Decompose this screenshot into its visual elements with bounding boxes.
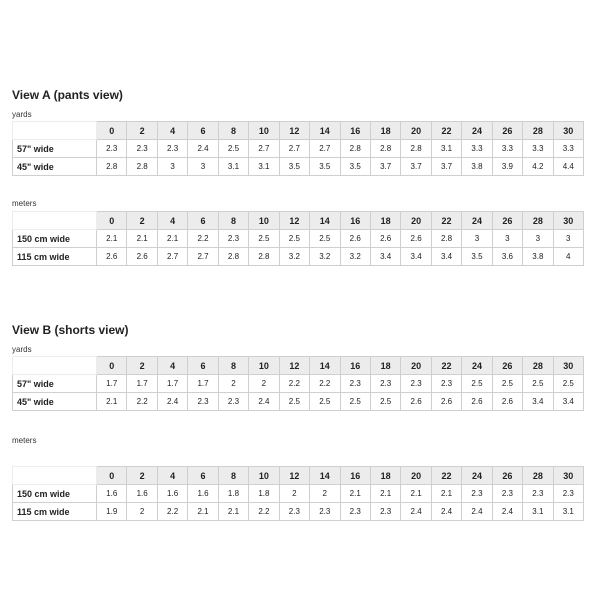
table-row [13,393,584,411]
view-b-yards-unit-label: yards [12,345,32,354]
table-corner-cell [13,467,97,485]
size-header-cell: 6 [188,122,218,140]
yardage-cell: 2.1 [188,503,218,521]
view-a-yards-table [12,121,584,176]
size-header-cell: 20 [401,357,431,375]
yardage-cell: 2.3 [340,503,370,521]
size-header-cell: 12 [279,357,309,375]
yardage-cell: 2 [310,485,340,503]
yardage-cell: 2.7 [249,140,279,158]
yardage-cell: 1.7 [188,375,218,393]
table-row [13,375,584,393]
size-header-cell: 26 [492,467,522,485]
yardage-cell: 3 [157,158,187,176]
yardage-cell: 2.2 [157,503,187,521]
yardage-cell: 3.2 [279,248,309,266]
size-header-cell: 8 [218,212,248,230]
yardage-cell: 2.8 [97,158,127,176]
yardage-cell: 3 [492,230,522,248]
yardage-cell: 2.3 [431,375,461,393]
yardage-cell: 2.1 [97,393,127,411]
size-header-cell: 4 [157,357,187,375]
size-header-cell: 14 [310,212,340,230]
yardage-cell: 2.8 [370,140,400,158]
size-header-cell: 22 [431,357,461,375]
fabric-width-label: 115 cm wide [13,248,97,266]
yardage-cell: 2.3 [523,485,553,503]
yardage-cell: 2.6 [127,248,157,266]
yardage-cell: 2.7 [157,248,187,266]
size-header-cell: 4 [157,122,187,140]
yardage-cell: 2.5 [553,375,583,393]
yardage-cell: 2.7 [188,248,218,266]
yardage-cell: 1.7 [127,375,157,393]
table-row [13,503,584,521]
yardage-cell: 2.1 [157,230,187,248]
yardage-cell: 3.9 [492,158,522,176]
yardage-cell: 2.3 [157,140,187,158]
size-header-cell: 22 [431,122,461,140]
size-header-cell: 18 [370,122,400,140]
yardage-cell: 3.2 [340,248,370,266]
yardage-cell: 1.8 [249,485,279,503]
size-header-cell: 30 [553,122,583,140]
size-header-cell: 16 [340,122,370,140]
yardage-cell: 2 [279,485,309,503]
yardage-cell: 2.3 [97,140,127,158]
size-header-cell: 10 [249,212,279,230]
yardage-cell: 2.1 [401,485,431,503]
yardage-cell: 2.3 [218,393,248,411]
size-header-cell: 24 [462,357,492,375]
size-header-cell: 2 [127,357,157,375]
size-header-cell: 28 [523,357,553,375]
size-header-cell: 30 [553,357,583,375]
yardage-cell: 3.3 [553,140,583,158]
yardage-cell: 3.4 [370,248,400,266]
fabric-width-label: 45" wide [13,158,97,176]
yardage-cell: 2.3 [370,375,400,393]
yardage-cell: 3.1 [218,158,248,176]
yardage-cell: 2.6 [401,393,431,411]
size-header-cell: 14 [310,357,340,375]
yardage-cell: 2.6 [492,393,522,411]
yardage-cell: 2.3 [310,503,340,521]
yardage-cell: 2.7 [279,140,309,158]
size-header-cell: 20 [401,212,431,230]
yardage-cell: 1.6 [97,485,127,503]
yardage-cell: 2.2 [279,375,309,393]
yardage-cell: 2 [127,503,157,521]
yardage-cell: 3.1 [553,503,583,521]
yardage-cell: 3.5 [310,158,340,176]
view-a-meters-table [12,211,584,266]
yardage-cell: 2.6 [370,230,400,248]
yardage-cell: 3.3 [523,140,553,158]
yardage-cell: 2.3 [218,230,248,248]
yardage-cell: 2.8 [127,158,157,176]
size-header-cell: 18 [370,467,400,485]
view-b-yards-table [12,356,584,411]
yardage-cell: 2.5 [279,230,309,248]
fabric-width-label: 150 cm wide [13,485,97,503]
yardage-cell: 4.2 [523,158,553,176]
yardage-cell: 2 [249,375,279,393]
yardage-cell: 2.4 [492,503,522,521]
size-header-cell: 2 [127,122,157,140]
yardage-cell: 3.4 [523,393,553,411]
size-header-cell: 10 [249,122,279,140]
size-header-cell: 14 [310,467,340,485]
yardage-cell: 4.4 [553,158,583,176]
yardage-cell: 1.9 [97,503,127,521]
yardage-cell: 1.6 [157,485,187,503]
yardage-cell: 2.4 [188,140,218,158]
fabric-width-label: 57" wide [13,375,97,393]
size-header-cell: 16 [340,212,370,230]
yardage-cell: 1.7 [97,375,127,393]
yardage-cell: 2.7 [310,140,340,158]
yardage-cell: 2.3 [492,485,522,503]
yardage-cell: 2.2 [249,503,279,521]
size-header-cell: 6 [188,467,218,485]
yardage-cell: 3.6 [492,248,522,266]
table-corner-cell [13,212,97,230]
yardage-cell: 3.2 [310,248,340,266]
yardage-cell: 2.1 [431,485,461,503]
yardage-cell: 2.5 [370,393,400,411]
fabric-width-label: 57" wide [13,140,97,158]
view-b-title: View B (shorts view) [12,323,129,337]
size-header-cell: 24 [462,467,492,485]
yardage-cell: 2.5 [492,375,522,393]
yardage-cell: 3.5 [462,248,492,266]
yardage-cell: 2.5 [340,393,370,411]
yardage-cell: 3 [523,230,553,248]
size-header-cell: 12 [279,212,309,230]
fabric-width-label: 45" wide [13,393,97,411]
size-header-cell: 0 [97,212,127,230]
table-row [13,485,584,503]
yardage-cell: 3.1 [523,503,553,521]
yardage-cell: 3.4 [401,248,431,266]
size-header-cell: 0 [97,467,127,485]
size-header-cell: 28 [523,212,553,230]
table-row [13,140,584,158]
yardage-cell: 1.6 [188,485,218,503]
size-header-cell: 14 [310,122,340,140]
size-header-cell: 6 [188,212,218,230]
yardage-cell: 2.4 [431,503,461,521]
size-header-cell: 2 [127,467,157,485]
yardage-cell: 2.3 [127,140,157,158]
yardage-cell: 2.1 [127,230,157,248]
yardage-cell: 2.3 [370,503,400,521]
yardage-cell: 2.1 [218,503,248,521]
view-a-title: View A (pants view) [12,88,123,102]
yardage-cell: 3 [553,230,583,248]
yardage-cell: 2.5 [310,393,340,411]
size-header-cell: 4 [157,467,187,485]
table-row [13,230,584,248]
table-row [13,158,584,176]
yardage-cell: 3 [188,158,218,176]
table-corner-cell [13,357,97,375]
size-header-cell: 6 [188,357,218,375]
yardage-cell: 2.1 [340,485,370,503]
yardage-cell: 3.7 [370,158,400,176]
size-header-cell: 18 [370,357,400,375]
size-header-cell: 16 [340,467,370,485]
yardage-cell: 2.3 [401,375,431,393]
yardage-cell: 2 [218,375,248,393]
yardage-cell: 3.4 [553,393,583,411]
yardage-cell: 2.2 [127,393,157,411]
yardage-cell: 3.8 [523,248,553,266]
yardage-cell: 2.3 [188,393,218,411]
yardage-cell: 2.6 [431,393,461,411]
size-header-cell: 24 [462,212,492,230]
yardage-cell: 3.7 [431,158,461,176]
yardage-cell: 2.1 [370,485,400,503]
size-header-cell: 20 [401,467,431,485]
yardage-cell: 2.5 [523,375,553,393]
size-header-cell: 0 [97,122,127,140]
yardage-cell: 2.5 [279,393,309,411]
yardage-cell: 2.4 [401,503,431,521]
yardage-cell: 2.4 [157,393,187,411]
yardage-cell: 3.5 [340,158,370,176]
view-b-meters-table [12,466,584,521]
size-header-cell: 10 [249,357,279,375]
yardage-cell: 2.6 [340,230,370,248]
yardage-cell: 2.8 [401,140,431,158]
yardage-cell: 3.1 [249,158,279,176]
size-header-cell: 8 [218,467,248,485]
size-header-cell: 16 [340,357,370,375]
size-header-cell: 30 [553,212,583,230]
yardage-cell: 3.3 [492,140,522,158]
size-header-cell: 26 [492,357,522,375]
yardage-cell: 1.6 [127,485,157,503]
yardage-cell: 2.5 [462,375,492,393]
size-header-cell: 12 [279,122,309,140]
yardage-cell: 2.6 [97,248,127,266]
size-header-cell: 24 [462,122,492,140]
yardage-cell: 2.3 [279,503,309,521]
yardage-cell: 2.6 [462,393,492,411]
size-header-cell: 22 [431,212,461,230]
size-header-cell: 2 [127,212,157,230]
yardage-cell: 1.7 [157,375,187,393]
size-header-cell: 8 [218,122,248,140]
size-header-cell: 26 [492,122,522,140]
yardage-cell: 2.8 [218,248,248,266]
view-b-meters-unit-label: meters [12,436,37,445]
yardage-cell: 3.8 [462,158,492,176]
yardage-cell: 3.7 [401,158,431,176]
size-header-cell: 8 [218,357,248,375]
yardage-cell: 2.4 [462,503,492,521]
yardage-cell: 2.8 [340,140,370,158]
size-header-cell: 10 [249,467,279,485]
size-header-cell: 20 [401,122,431,140]
yardage-cell: 2.2 [310,375,340,393]
size-header-cell: 30 [553,467,583,485]
yardage-cell: 2.3 [340,375,370,393]
fabric-width-label: 115 cm wide [13,503,97,521]
yardage-cell: 2.5 [249,230,279,248]
yardage-cell: 2.1 [97,230,127,248]
yardage-cell: 3.3 [462,140,492,158]
yardage-cell: 2.2 [188,230,218,248]
yardage-cell: 2.4 [249,393,279,411]
yardage-cell: 1.8 [218,485,248,503]
yardage-cell: 3.5 [279,158,309,176]
yardage-cell: 2.6 [401,230,431,248]
yardage-cell: 2.3 [462,485,492,503]
size-header-cell: 4 [157,212,187,230]
yardage-cell: 2.5 [218,140,248,158]
fabric-width-label: 150 cm wide [13,230,97,248]
size-header-cell: 22 [431,467,461,485]
size-header-cell: 18 [370,212,400,230]
size-header-cell: 26 [492,212,522,230]
yardage-cell: 3 [462,230,492,248]
view-a-meters-unit-label: meters [12,199,37,208]
yardage-cell: 2.8 [249,248,279,266]
size-header-cell: 0 [97,357,127,375]
yardage-cell: 2.5 [310,230,340,248]
size-header-cell: 28 [523,467,553,485]
yardage-cell: 4 [553,248,583,266]
table-row [13,248,584,266]
view-a-yards-unit-label: yards [12,110,32,119]
yardage-cell: 2.8 [431,230,461,248]
table-corner-cell [13,122,97,140]
yardage-cell: 3.1 [431,140,461,158]
yardage-cell: 3.4 [431,248,461,266]
size-header-cell: 28 [523,122,553,140]
yardage-cell: 2.3 [553,485,583,503]
size-header-cell: 12 [279,467,309,485]
